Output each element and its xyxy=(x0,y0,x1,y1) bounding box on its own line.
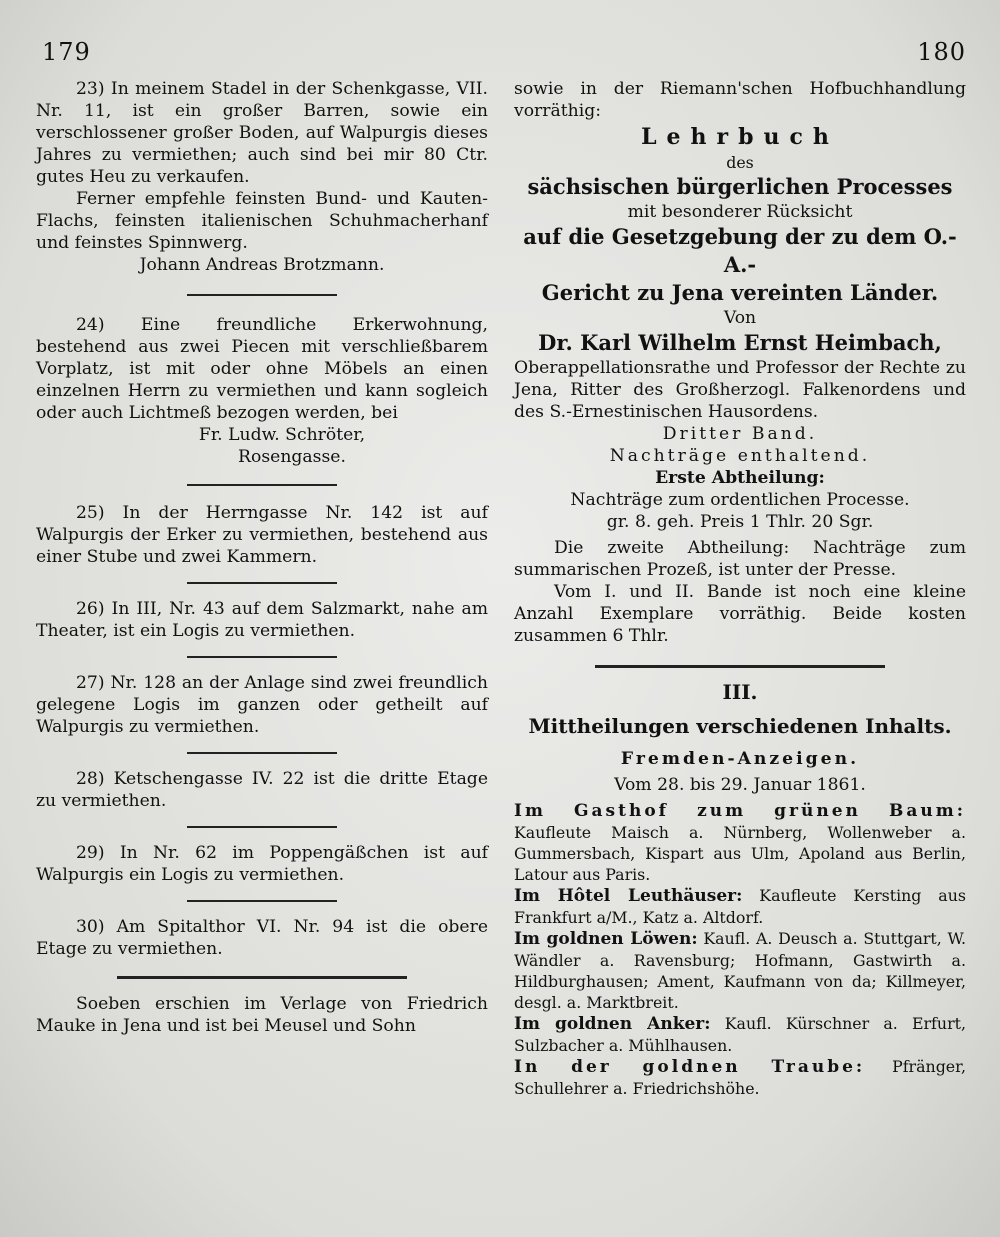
book-author-description: Oberappellationsrathe und Professor der Rechte zu Jena, Ritter des Großherzogl. Falkenordens und des S.-Ernestinischen Hausordens. xyxy=(514,358,966,422)
book-note-2: Vom I. und II. Bande ist noch eine kleine Anzahl Exemplare vorräthig. Beide kosten zusammen 6 Thlr. xyxy=(514,582,966,646)
book-title-lehrbuch: Lehrbuch xyxy=(641,124,839,150)
hotel-name: Im Gasthof zum grünen Baum: xyxy=(514,801,966,821)
hotel-entry xyxy=(514,1013,966,1056)
ad-28-text: 28) Ketschengasse IV. 22 ist die dritte Etage zu vermiethen. xyxy=(36,769,488,811)
hotel-name: In der goldnen Traube: xyxy=(514,1057,866,1077)
hotel-name: Im goldnen Anker: xyxy=(514,1014,711,1034)
hotel-list xyxy=(514,800,966,1099)
ad-23-text-2: Ferner empfehle feinsten Bund- und Kauten-Flachs, feinsten italienischen Schuhmacherhanf und feinstes Spinnwerg. xyxy=(36,189,488,253)
book-title-main: sächsischen bürgerlichen Processes xyxy=(527,174,953,199)
hotel-name: Im Hôtel Leuthäuser: xyxy=(514,886,743,906)
book-title-subtitle: mit besonderer Rücksicht xyxy=(627,202,853,222)
book-title-des: des xyxy=(726,153,754,172)
arrivals-date: Vom 28. bis 29. Januar 1861. xyxy=(614,775,866,795)
ad-29-text: 29) In Nr. 62 im Poppengäßchen ist auf Walpurgis ein Logis zu vermiethen. xyxy=(36,843,488,885)
hotel-guests: Kaufl. Kürschner a. Erfurt, Sulzbacher a. Mühlhausen. xyxy=(514,1014,966,1055)
arrivals-title: Fremden-Anzeigen. xyxy=(620,749,860,769)
right-column xyxy=(514,78,966,1099)
ad-24-signature: Fr. Ludw. Schröter, xyxy=(198,425,366,445)
hotel-entry xyxy=(514,928,966,1013)
book-title-line-6: Gericht zu Jena vereinten Länder. xyxy=(541,280,939,305)
page-number-left: 179 xyxy=(42,38,91,66)
book-note-1: Die zweite Abtheilung: Nachträge zum summarischen Prozeß, ist unter der Presse. xyxy=(514,538,966,580)
book-volume-description: Nachträge enthaltend. xyxy=(609,446,871,466)
hotel-entry xyxy=(514,1056,966,1099)
section-title: Mittheilungen verschiedenen Inhalts. xyxy=(528,714,952,738)
hotel-name: Im goldnen Löwen: xyxy=(514,929,698,949)
ad-25-text: 25) In der Herrngasse Nr. 142 ist auf Walpurgis der Erker zu vermiethen, bestehend aus einer Stube und zwei Kammern. xyxy=(36,503,488,567)
book-ad-intro: Soeben erschien im Verlage von Friedrich Mauke in Jena und ist bei Meusel und Sohn xyxy=(36,994,488,1036)
book-title-von: Von xyxy=(723,308,757,328)
section-number: III. xyxy=(722,680,758,704)
book-price: gr. 8. geh. Preis 1 Thlr. 20 Sgr. xyxy=(606,512,874,532)
book-volume: Dritter Band. xyxy=(662,424,818,444)
hotel-guests: Kaufl. A. Deusch a. Stuttgart, W. Wändler a. Ravensburg; Hofmann, Gastwirth a. Hildburghausen; Ament, Kaufmann von da; Killmeyer, desgl. a. Marktbreit. xyxy=(514,929,967,1012)
ad-23-text: 23) In meinem Stadel in der Schenkgasse, VII. Nr. 11, ist ein großer Barren, sowie ein verschlossener großer Boden, auf Walpurgis dieses Jahres zu vermiethen; auch sind bei mir 80 Ctr. gutes Heu zu verkaufen. xyxy=(36,79,488,187)
ad-23-signature: Johann Andreas Brotzmann. xyxy=(139,255,385,275)
book-ad-continuation: sowie in der Riemann'schen Hofbuchhandlung vorräthig: xyxy=(514,79,966,121)
ad-24-text: 24) Eine freundliche Erkerwohnung, bestehend aus zwei Piecen mit verschließbarem Vorplatz, ist mit oder ohne Möbels an einen einzelnen Herrn zu vermiethen und kann sogleich oder auch Lichtmeß bezogen werden, bei xyxy=(36,315,488,423)
ad-30-text: 30) Am Spitalthor VI. Nr. 94 ist die obere Etage zu vermiethen. xyxy=(36,917,488,959)
hotel-entry xyxy=(514,885,966,928)
book-part: Erste Abtheilung: xyxy=(655,468,825,488)
ad-26-text: 26) In III, Nr. 43 auf dem Salzmarkt, nahe am Theater, ist ein Logis zu vermiethen. xyxy=(36,599,488,641)
hotel-entry xyxy=(514,800,966,885)
page-number-right: 180 xyxy=(917,38,966,66)
book-part-description: Nachträge zum ordentlichen Processe. xyxy=(570,490,910,510)
ad-24-address: Rosengasse. xyxy=(238,447,346,467)
hotel-guests: Kaufleute Kersting aus Frankfurt a/M., Katz a. Altdorf. xyxy=(514,886,967,927)
book-author: Dr. Karl Wilhelm Ernst Heimbach, xyxy=(538,330,942,355)
hotel-guests: Kaufleute Maisch a. Nürnberg, Wollenweber a. Gummersbach, Kispart aus Ulm, Apoland aus Berlin, Latour aus Paris. xyxy=(514,823,966,884)
book-title-line-5: auf die Gesetzgebung der zu dem O.-A.- xyxy=(523,224,957,277)
left-column xyxy=(36,78,488,1037)
hotel-guests: Pfränger, Schullehrer a. Friedrichshöhe. xyxy=(514,1057,966,1098)
ad-27-text: 27) Nr. 128 an der Anlage sind zwei freundlich gelegene Logis im ganzen oder getheilt auf Walpurgis zu vermiethen. xyxy=(36,673,488,737)
